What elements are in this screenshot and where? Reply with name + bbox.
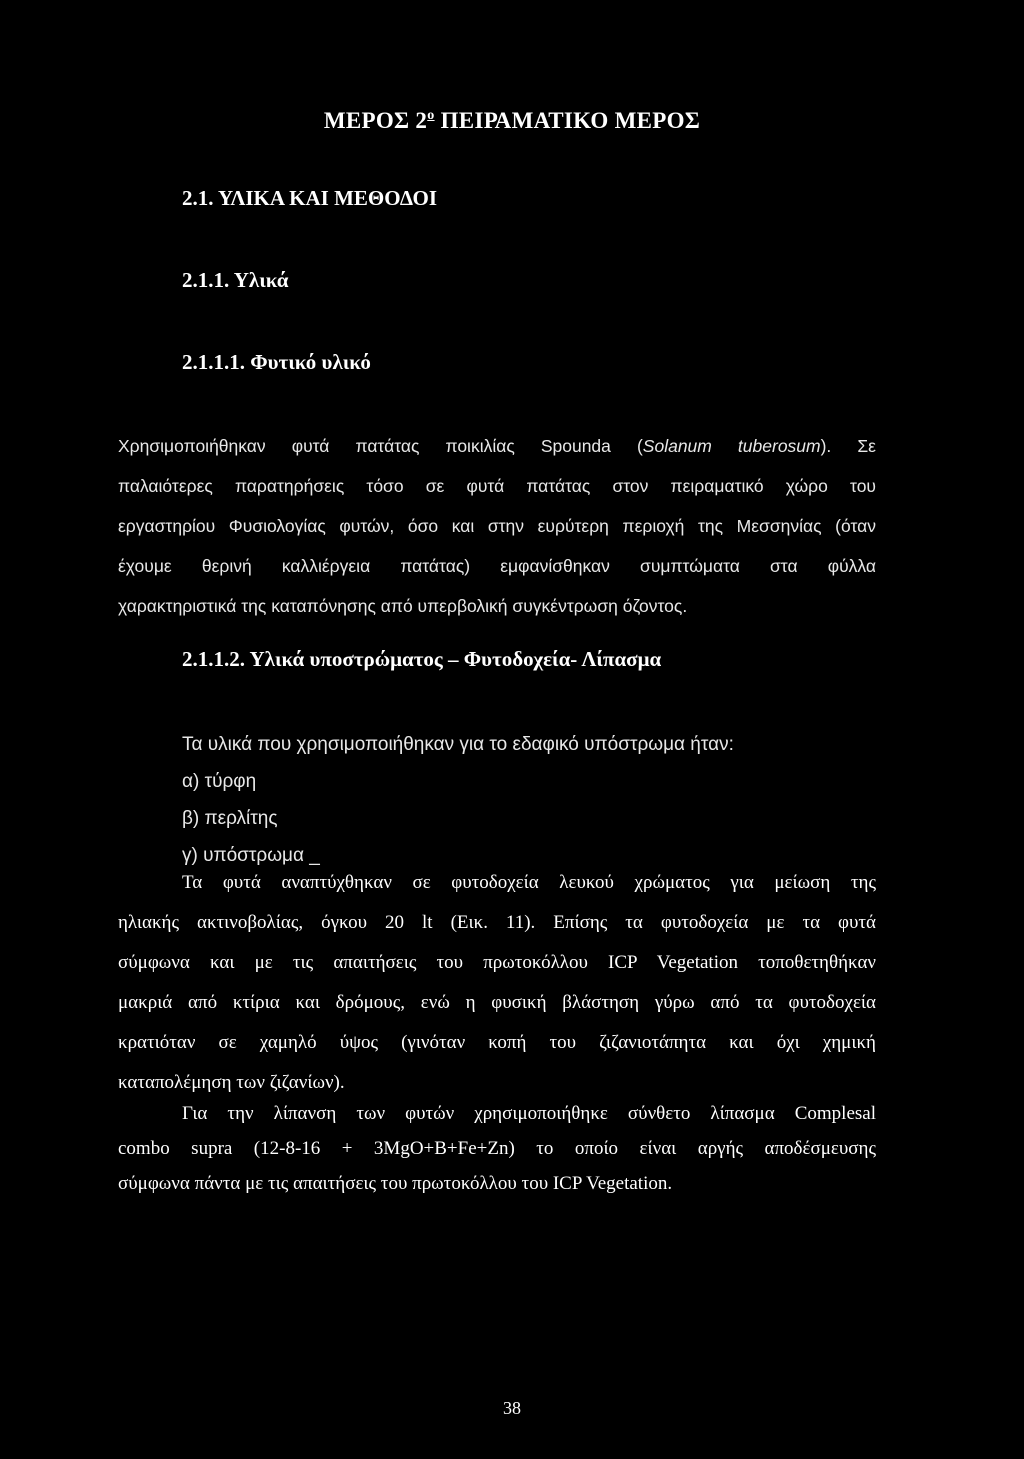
paragraph-line: χαρακτηριστικά της καταπόνησης από υπερβολική συγκέντρωση όζοντος. (118, 596, 688, 616)
paragraph-line: εργαστηρίου Φυσιολογίας φυτών, όσο και στην ευρύτερη περιοχή της Μεσσηνίας (όταν (118, 516, 876, 536)
paragraph-line: παλαιότερες παρατηρήσεις τόσο σε φυτά πατάτας στον πειραματικό χώρο του (118, 476, 876, 496)
paragraph-line: σύμφωνα πάντα με τις απαιτήσεις του πρωτοκόλλου του ICP Vegetation. (118, 1173, 673, 1194)
paragraph-line: Τα φυτά αναπτύχθηκαν σε φυτοδοχεία λευκού χρώματος για μείωση της (182, 872, 876, 893)
heading-2-1-1-2: 2.1.1.2. Υλικά υποστρώματος – Φυτοδοχεία- Λίπασμα (182, 647, 662, 671)
list-item: γ) υπόστρωμα _ (182, 845, 320, 866)
paragraph-line: μακριά από κτίρια και δρόμους, ενώ η φυσική βλάστηση γύρω από τα φυτοδοχεία (118, 992, 876, 1013)
paragraph-line: combo supra (12-8-16 + 3MgO+B+Fe+Zn) το οποίο είναι αργής αποδέσμευσης (118, 1138, 876, 1159)
title-main: ΜΕΡΟΣ 2 (323, 108, 428, 133)
paragraph-pots (118, 863, 876, 1103)
materials-intro: Τα υλικά που χρησιμοποιήθηκαν για το εδαφικό υπόστρωμα ήταν: (182, 734, 734, 755)
page-title (0, 108, 1024, 134)
heading-2-1-1-1: 2.1.1.1. Φυτικό υλικό (182, 350, 371, 374)
paragraph-line: ηλιακής ακτινοβολίας, όγκου 20 lt (Εικ. 11). Επίσης τα φυτοδοχεία με τα φυτά (118, 912, 876, 933)
title-superscript: ο (427, 108, 435, 123)
page-number: 38 (503, 1398, 521, 1418)
paragraph-line: καταπολέμηση των ζιζανίων). (118, 1072, 345, 1093)
list-item: β) περλίτης (182, 808, 278, 829)
paragraph-line (118, 426, 876, 466)
materials-list (182, 726, 734, 874)
paragraph-line: Για την λίπανση των φυτών χρησιμοποιήθηκε σύνθετο λίπασμα Complesal (182, 1103, 876, 1124)
title-rest: ΠΕΙΡΑΜΑΤΙΚΟ ΜΕΡΟΣ (434, 108, 701, 133)
paragraph-plant-material (118, 426, 876, 626)
species-name: Solanum tuberosum (642, 436, 821, 456)
heading-2-1: 2.1. ΥΛΙΚΑ ΚΑΙ ΜΕΘΟΔΟΙ (182, 186, 438, 210)
paragraph-fertilizer (118, 1096, 876, 1201)
text-run: ). Σε (820, 436, 876, 456)
paragraph-line: κρατιόταν σε χαμηλό ύψος (γινόταν κοπή του ζιζανιοτάπητα και όχι χημική (118, 1032, 876, 1053)
paragraph-line: σύμφωνα και με τις απαιτήσεις του πρωτοκόλλου ICP Vegetation τοποθετηθήκαν (118, 952, 876, 973)
text-run: Χρησιμοποιήθηκαν φυτά πατάτας ποικιλίας Spounda ( (118, 436, 643, 456)
list-item: α) τύρφη (182, 771, 257, 792)
heading-2-1-1: 2.1.1. Υλικά (182, 268, 289, 292)
paragraph-line: έχουμε θερινή καλλιέργεια πατάτας) εμφανίσθηκαν συμπτώματα στα φύλλα (118, 556, 876, 576)
